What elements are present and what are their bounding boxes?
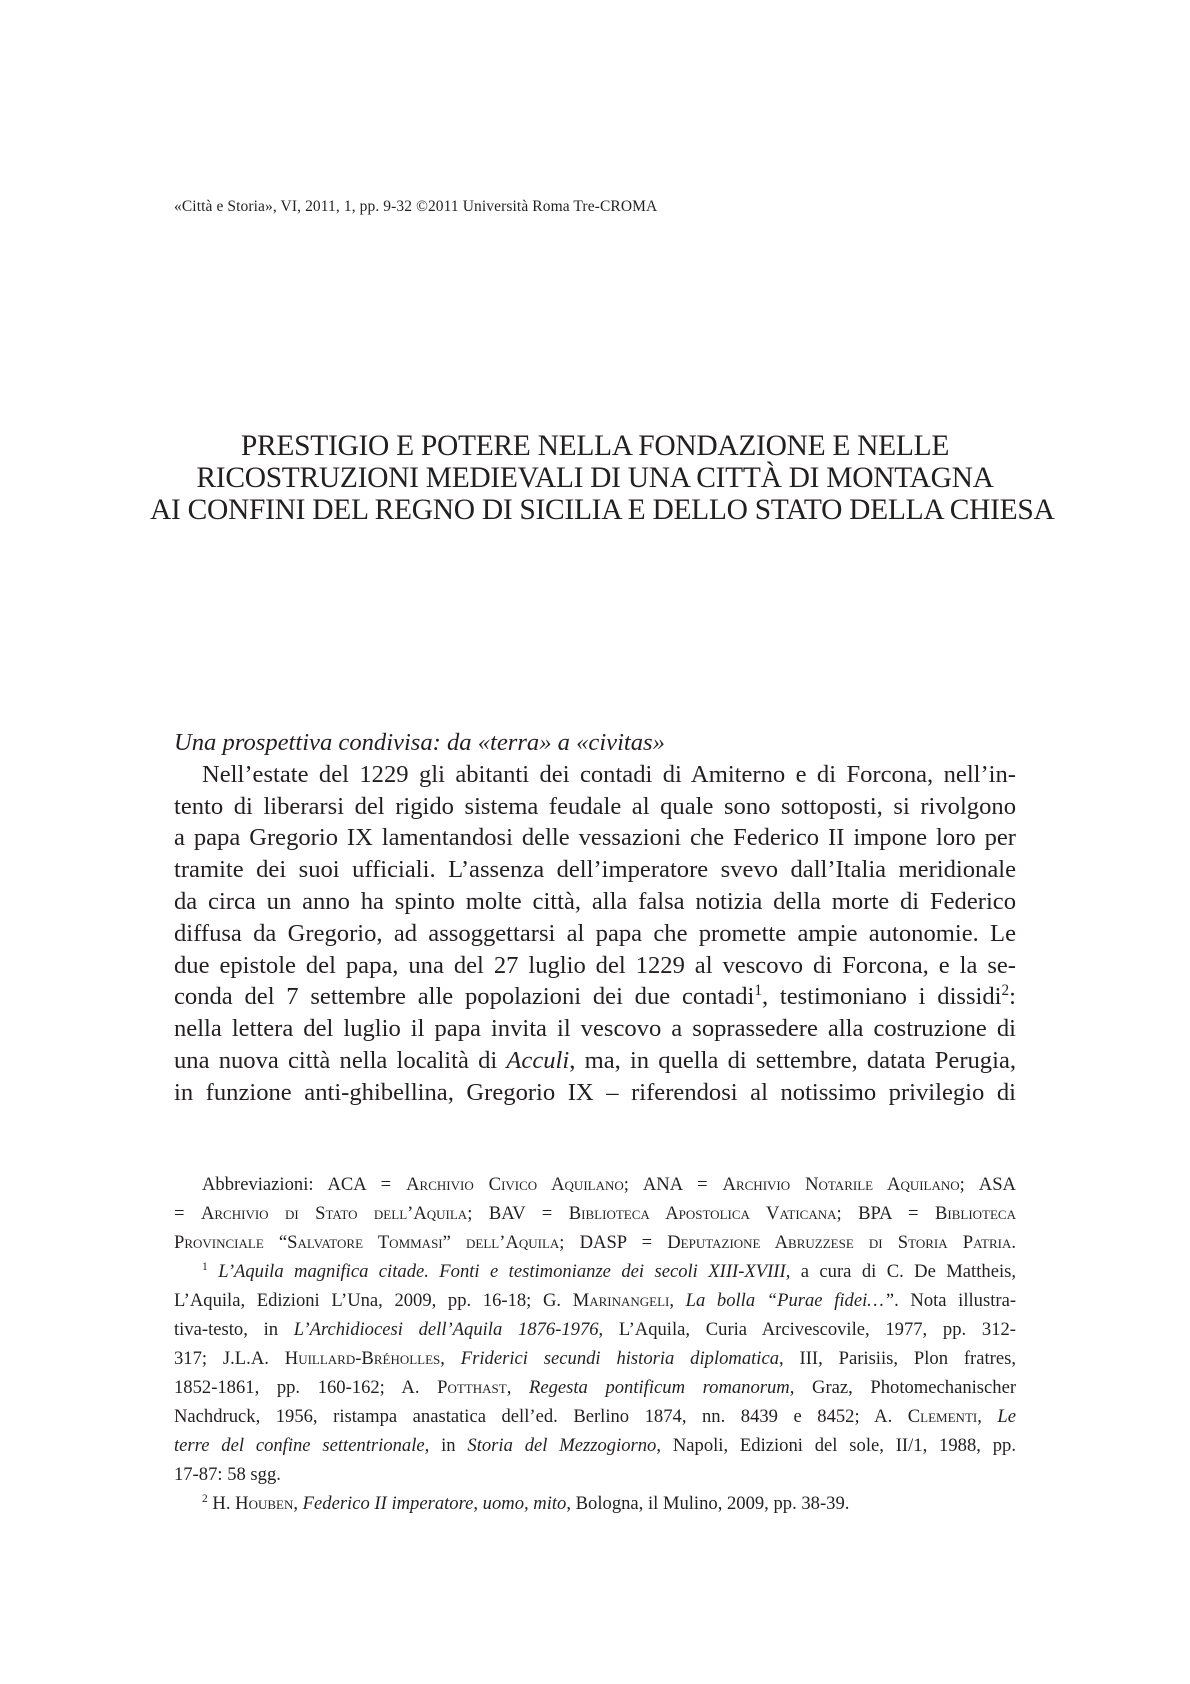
footnote-1-line — [174, 1315, 1016, 1344]
body-line: diffusa da Gregorio, ad assoggettarsi al papa che promette ampie autonomie. Le — [174, 919, 1016, 947]
fn-text: , Graz, Photomechanischer — [789, 1377, 1017, 1398]
footnote-ref-1[interactable]: 1 — [754, 982, 762, 1000]
abbreviations-line — [174, 1199, 1016, 1228]
fn-italic: Storia del Mezzogiorno — [467, 1435, 657, 1456]
body-line: in funzione anti-ghibellina, Gregorio IX – riferendosi al notissimo privilegio di — [174, 1078, 1016, 1106]
footnote-1-line — [174, 1431, 1016, 1460]
footnotes — [174, 1170, 1016, 1518]
body-line: due epistole del papa, una del 27 luglio del 1229 al vescovo di Forcona, e la se- — [174, 951, 1016, 979]
body-line: nella lettera del luglio il papa invita il vescovo a soprassedere alla costruzione di — [174, 1015, 1016, 1043]
fn-smallcaps: Archivio Notarile Aquilano — [722, 1174, 960, 1195]
footnote-1-line: 17-87: 58 sgg. — [174, 1464, 281, 1485]
place-name: Acculi — [506, 1046, 570, 1074]
fn-text: = — [174, 1203, 201, 1224]
fn-smallcaps: Deputazione Abruzzese di Storia Patria — [667, 1232, 1012, 1253]
body-line: a papa Gregorio IX lamentandosi delle vessazioni che Federico II impone loro per — [174, 824, 1016, 852]
fn-smallcaps: Marinangeli — [572, 1290, 670, 1311]
body-line: tento di liberarsi del rigido sistema feudale al quale sono sottoposti, si rivolgono — [174, 792, 1016, 820]
footnote-1-line — [174, 1257, 1016, 1286]
fn-text: , — [977, 1406, 998, 1427]
journal-citation: «Città e Storia», VI, 2011, 1, pp. 9-32 ©2011 Università Roma Tre-CROMA — [174, 198, 658, 215]
article-title — [150, 430, 1055, 526]
fn-text: ; ANA = — [623, 1174, 723, 1195]
fn-text: , Bologna, il Mulino, 2009, pp. 38-39. — [566, 1493, 850, 1514]
fn-text: 1852-1861, pp. 160-162; A. — [174, 1377, 438, 1398]
fn-text: L’Aquila, Edizioni L’Una, 2009, pp. 16-18; G. — [174, 1290, 573, 1311]
fn-italic: L’Archidiocesi dell’Aquila 1876-1976 — [293, 1319, 599, 1340]
body-line: da circa un anno ha spinto molte città, alla falsa notizia della morte di Federico — [174, 887, 1016, 915]
fn-text: , — [506, 1377, 529, 1398]
fn-smallcaps: Archivio di Stato dell’Aquila — [200, 1203, 468, 1224]
fn-smallcaps: Biblioteca — [934, 1203, 1016, 1224]
fn-text: ; BPA = — [836, 1203, 935, 1224]
fn-text: , a cura di C. De Mattheis, — [785, 1261, 1016, 1282]
footnote-1-line — [174, 1402, 1016, 1431]
fn-smallcaps: Houben — [235, 1493, 294, 1514]
footnote-1-line — [174, 1373, 1016, 1402]
fn-text: , — [669, 1290, 686, 1311]
fn-italic: Friderici secundi historia diplomatica — [460, 1348, 780, 1369]
abbreviations-line — [174, 1170, 1016, 1199]
fn-text: tiva-testo, in — [174, 1319, 294, 1340]
fn-text: . — [1011, 1232, 1017, 1253]
body-text — [174, 727, 1016, 1109]
footnote-number-1: 1 — [202, 1260, 208, 1273]
fn-italic: Regesta pontificum romanorum — [528, 1377, 790, 1398]
section-heading: Una prospettiva condivisa: da «terra» a «civitas» — [174, 729, 665, 756]
body-line: Nell’estate del 1229 gli abitanti dei contadi di Amiterno e di Forcona, nell’in- — [202, 760, 1016, 788]
footnote-1-line — [174, 1344, 1016, 1373]
fn-text: ; BAV = — [467, 1203, 569, 1224]
fn-smallcaps: Provinciale “Salvatore Tommasi” dell’Aquila — [174, 1232, 560, 1253]
fn-text: Nachdruck, 1956, ristampa anastatica dell’ed. Berlino 1874, nn. 8439 e 8452; A. — [174, 1406, 908, 1427]
fn-text: , in — [424, 1435, 468, 1456]
fn-smallcaps: Potthast — [437, 1377, 507, 1398]
fn-smallcaps: Archivio Civico Aquilano — [406, 1174, 624, 1195]
fn-text: , — [440, 1348, 461, 1369]
body-text-segment: , ma, in quella di settembre, datata Perugia, — [569, 1046, 1017, 1074]
title-line: RICOSTRUZIONI MEDIEVALI DI UNA CITTÀ DI MONTAGNA — [196, 462, 994, 494]
fn-italic: Federico II imperatore, uomo, mito — [302, 1493, 567, 1514]
body-line — [174, 981, 1016, 1013]
fn-text: , III, Parisiis, Plon fratres, — [779, 1348, 1016, 1369]
body-text-segment: : — [1009, 983, 1016, 1011]
footnote-2-line — [174, 1489, 1016, 1518]
body-line: tramite dei suoi ufficiali. L’assenza dell’imperatore svevo dall’Italia meridionale — [174, 856, 1016, 884]
body-text-segment: una nuova città nella località di — [174, 1046, 507, 1074]
fn-text: , Napoli, Edizioni del sole, II/1, 1988, pp. — [656, 1435, 1016, 1456]
footnote-1-line — [174, 1286, 1016, 1315]
fn-text: , — [293, 1493, 303, 1514]
title-line: AI CONFINI DEL REGNO DI SICILIA E DELLO STATO DELLA CHIESA — [150, 494, 1055, 526]
body-text-segment: conda del 7 settembre alle popolazioni dei due contadi — [174, 983, 755, 1011]
fn-smallcaps: Biblioteca Apostolica Vaticana — [568, 1203, 837, 1224]
title-line: PRESTIGIO E POTERE NELLA FONDAZIONE E NELLE — [240, 430, 950, 462]
fn-smallcaps: Clementi — [907, 1406, 978, 1427]
footnote-ref-2[interactable]: 2 — [1001, 982, 1010, 1000]
fn-italic: La bolla “Purae fidei…” — [685, 1290, 895, 1311]
fn-text: . Nota illustra- — [894, 1290, 1017, 1311]
fn-text: ; ASA — [959, 1174, 1016, 1195]
body-text-segment: , testimoniano i dissidi — [761, 983, 1002, 1011]
fn-text: ; DASP = — [559, 1232, 668, 1253]
abbreviations-line — [174, 1228, 1016, 1257]
fn-text: Abbreviazioni: ACA = — [202, 1174, 407, 1195]
fn-italic: terre del confine settentrionale — [174, 1435, 425, 1456]
fn-italic: Le — [997, 1406, 1016, 1427]
fn-text: , L’Aquila, Curia Arcivescovile, 1977, pp. 312- — [598, 1319, 1016, 1340]
footnote-number-2: 2 — [202, 1492, 208, 1505]
fn-text: H. — [207, 1493, 236, 1514]
fn-text: 317; J.L.A. — [174, 1348, 285, 1369]
fn-italic: L’Aquila magnifica citade. Fonti e testimonianze dei secoli XIII-XVIII — [218, 1261, 786, 1282]
body-line — [174, 1045, 1016, 1077]
fn-smallcaps: Huillard-Bréholles — [284, 1348, 441, 1369]
